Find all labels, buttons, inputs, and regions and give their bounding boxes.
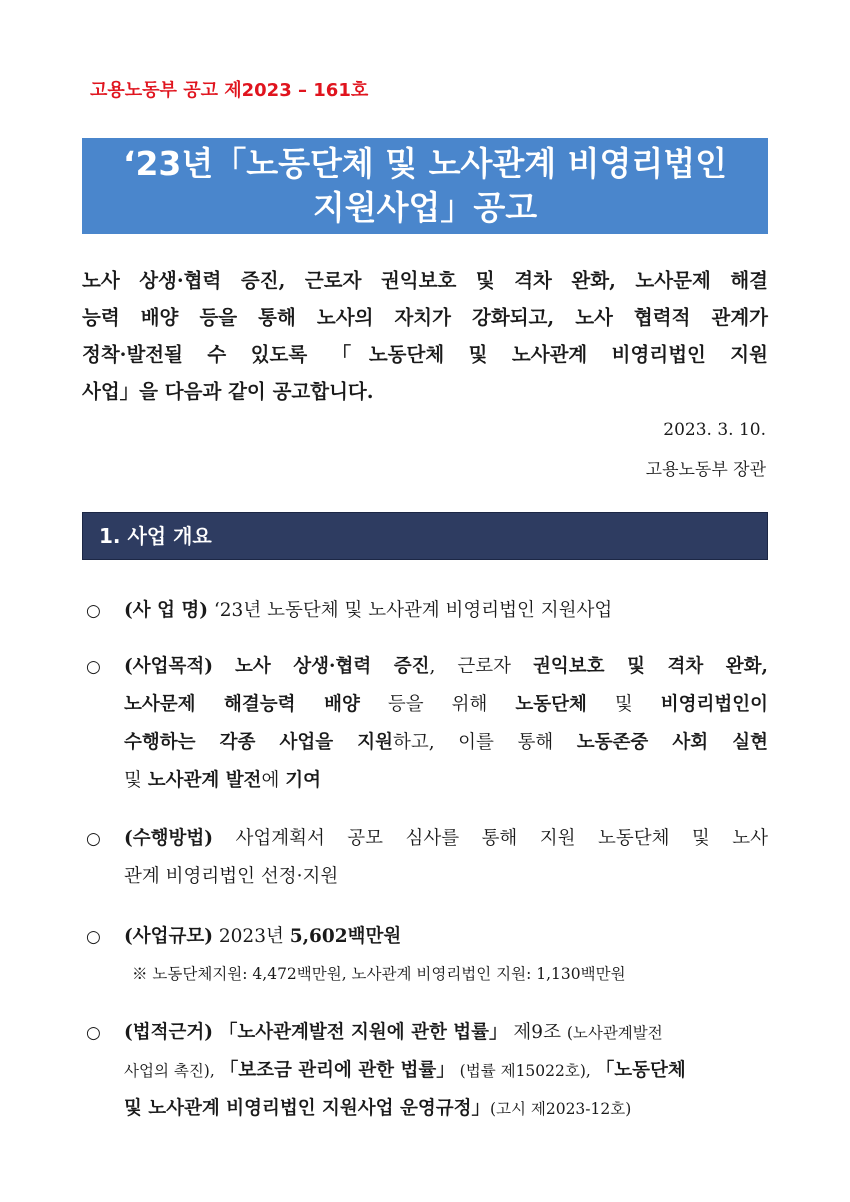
- purpose-text: 및: [124, 770, 148, 791]
- purpose-text: 및: [586, 694, 661, 715]
- bullet-icon: ○: [86, 657, 101, 677]
- scale-note: ※ 노동단체지원: 4,472백만원, 노사관계 비영리법인 지원: 1,130백만원: [132, 965, 626, 983]
- item-label: (사 업 명): [124, 600, 209, 621]
- intro-line-4: 사업」을 다음과 같이 공고합니다.: [82, 380, 374, 403]
- purpose-text: 노사문제 해결능력 배양: [124, 694, 360, 715]
- intro-line-2: 능력 배양 등을 통해 노사의 자치가 강화되고, 노사 협력적 관계가: [82, 306, 768, 329]
- basis-law: 및 노사관계 비영리법인 지원사업 운영규정」: [124, 1098, 490, 1119]
- item-label: (사업목적): [124, 656, 213, 677]
- purpose-text: 에: [261, 770, 286, 791]
- purpose-text: 하고, 이를 통해: [392, 732, 577, 753]
- announcement-date: 2023. 3. 10.: [663, 420, 766, 440]
- scale-year: 2023년: [218, 926, 284, 947]
- item-business-method: [86, 820, 768, 896]
- title-line-2: 지원사업」공고: [312, 188, 538, 227]
- purpose-text: 노사관계 발전: [147, 770, 262, 791]
- basis-law: 「보조금 관리에 관한 법률」: [219, 1060, 455, 1081]
- purpose-text: 비영리법인이: [660, 694, 768, 715]
- basis-law: 「노동단체: [595, 1060, 686, 1081]
- item-label: (수행방법): [124, 828, 213, 849]
- method-text: 관계 비영리법인 선정·지원: [124, 866, 339, 887]
- purpose-text: 기여: [285, 770, 321, 791]
- method-text: 사업계획서 공모 심사를 통해 지원 노동단체 및 노사: [235, 828, 768, 849]
- bullet-icon: ○: [86, 601, 101, 621]
- basis-text: (법률 제15022호),: [454, 1062, 596, 1080]
- purpose-text: 노동단체: [515, 694, 587, 715]
- item-text: ‘23년 노동단체 및 노사관계 비영리법인 지원사업: [213, 600, 613, 621]
- item-label: (법적근거): [124, 1022, 213, 1043]
- item-label: (사업규모): [124, 926, 213, 947]
- section-header-overview: 1. 사업 개요: [82, 512, 768, 560]
- notice-number: 고용노동부 공고 제2023 – 161호: [90, 80, 369, 101]
- item-legal-basis: [86, 1014, 768, 1128]
- purpose-text: , 근로자: [429, 656, 534, 677]
- bullet-icon: ○: [86, 927, 101, 947]
- purpose-text: 등을 위해: [359, 694, 516, 715]
- basis-text: 제9조: [507, 1022, 567, 1043]
- item-business-purpose: [86, 648, 768, 800]
- basis-text: (노사관계발전: [566, 1024, 663, 1042]
- announcement-signer: 고용노동부 장관: [645, 460, 766, 480]
- basis-text: (고시 제2023-12호): [489, 1100, 632, 1118]
- scale-amount: 5,602백만원: [289, 926, 402, 947]
- item-business-name: [86, 592, 768, 630]
- purpose-text: 수행하는 각종 사업을 지원: [124, 732, 393, 753]
- announcement-title: [82, 138, 768, 234]
- intro-line-1: 노사 상생·협력 증진, 근로자 권익보호 및 격차 완화, 노사문제 해결: [82, 269, 768, 292]
- title-line-1: ‘23년「노동단체 및 노사관계 비영리법인: [122, 144, 728, 183]
- purpose-text: 권익보호 및 격차 완화,: [533, 656, 768, 677]
- basis-law: 「노사관계발전 지원에 관한 법률」: [218, 1022, 508, 1043]
- purpose-text: 노사 상생·협력 증진: [235, 656, 430, 677]
- item-business-scale: [86, 918, 768, 956]
- purpose-text: 노동존중 사회 실현: [576, 732, 769, 753]
- bullet-icon: ○: [86, 829, 101, 849]
- basis-text: 사업의 촉진),: [124, 1062, 220, 1080]
- bullet-icon: ○: [86, 1023, 101, 1043]
- intro-paragraph: [82, 262, 768, 410]
- intro-line-3: 정착·발전될 수 있도록 「노동단체 및 노사관계 비영리법인 지원: [82, 343, 768, 366]
